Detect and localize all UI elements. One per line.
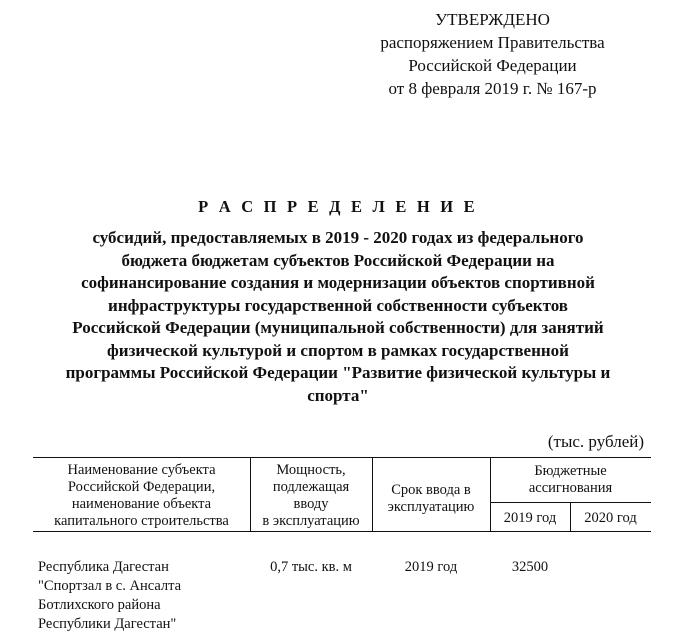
header-text: наименование объекта bbox=[71, 496, 212, 512]
cell-text: "Спортзал в с. Ансалта bbox=[38, 578, 182, 594]
subtitle-line: программы Российской Федерации "Развитие физической культуры и bbox=[65, 363, 611, 382]
approval-line-3: от 8 февраля 2019 г. № 167-р bbox=[388, 79, 597, 98]
header-text: Мощность, bbox=[276, 462, 346, 478]
cell-amount-2019: 32500 bbox=[511, 559, 549, 575]
approval-title: УТВЕРЖДЕНО bbox=[435, 10, 550, 29]
units-label: (тыс. рублей) bbox=[547, 432, 644, 451]
header-text: ассигнования bbox=[528, 480, 613, 496]
header-text: вводу bbox=[293, 496, 329, 512]
header-bottom-rule bbox=[33, 531, 651, 532]
header-text: Наименование субъекта bbox=[67, 462, 216, 478]
approval-line-2: Российской Федерации bbox=[408, 56, 577, 75]
cell-text: Республики Дагестан" bbox=[38, 616, 177, 632]
header-text: в эксплуатацию bbox=[262, 513, 360, 529]
cell-subject bbox=[38, 558, 250, 634]
subtitle-line: спорта" bbox=[307, 385, 369, 405]
subtitle-line: физической культурой и спортом в рамках государственной bbox=[107, 340, 569, 360]
header-year-2020: 2020 год bbox=[584, 510, 637, 526]
header-text: Бюджетные bbox=[534, 463, 607, 479]
header-budget bbox=[490, 463, 651, 497]
document-title: Р А С П Р Е Д Е Л Е Н И Е bbox=[198, 197, 478, 216]
table-top-rule bbox=[33, 457, 651, 458]
approval-stamp bbox=[330, 8, 655, 100]
subtitle-line: бюджета бюджетам субъектов Российской Федерации на bbox=[121, 250, 555, 270]
subtitle-line: софинансирование создания и модернизации объектов спортивной bbox=[81, 273, 595, 292]
header-text: подлежащая bbox=[272, 479, 350, 495]
approval-line-1: распоряжением Правительства bbox=[380, 33, 605, 52]
header-text: Российской Федерации, bbox=[67, 479, 216, 495]
subtitle-line: субсидий, предоставляемых в 2019 - 2020 годах из федерального bbox=[92, 228, 584, 247]
cell-text: Республика Дагестан bbox=[38, 559, 169, 575]
subtitle-line: Российской Федерации (муниципальной собственности) для занятий bbox=[72, 318, 604, 337]
header-text: эксплуатацию bbox=[387, 499, 475, 515]
header-term bbox=[372, 482, 490, 516]
header-year-2019: 2019 год bbox=[503, 510, 557, 526]
header-text: Срок ввода в bbox=[391, 482, 471, 498]
cell-term: 2019 год bbox=[404, 559, 458, 575]
header-text: капитального строительства bbox=[54, 513, 229, 529]
cell-text: Ботлихского района bbox=[38, 597, 161, 613]
document-subtitle bbox=[0, 227, 676, 407]
header-subject bbox=[33, 462, 250, 530]
subtitle-line: инфраструктуры государственной собственности субъектов bbox=[108, 295, 568, 315]
header-capacity bbox=[250, 462, 372, 530]
cell-capacity: 0,7 тыс. кв. м bbox=[270, 559, 352, 575]
